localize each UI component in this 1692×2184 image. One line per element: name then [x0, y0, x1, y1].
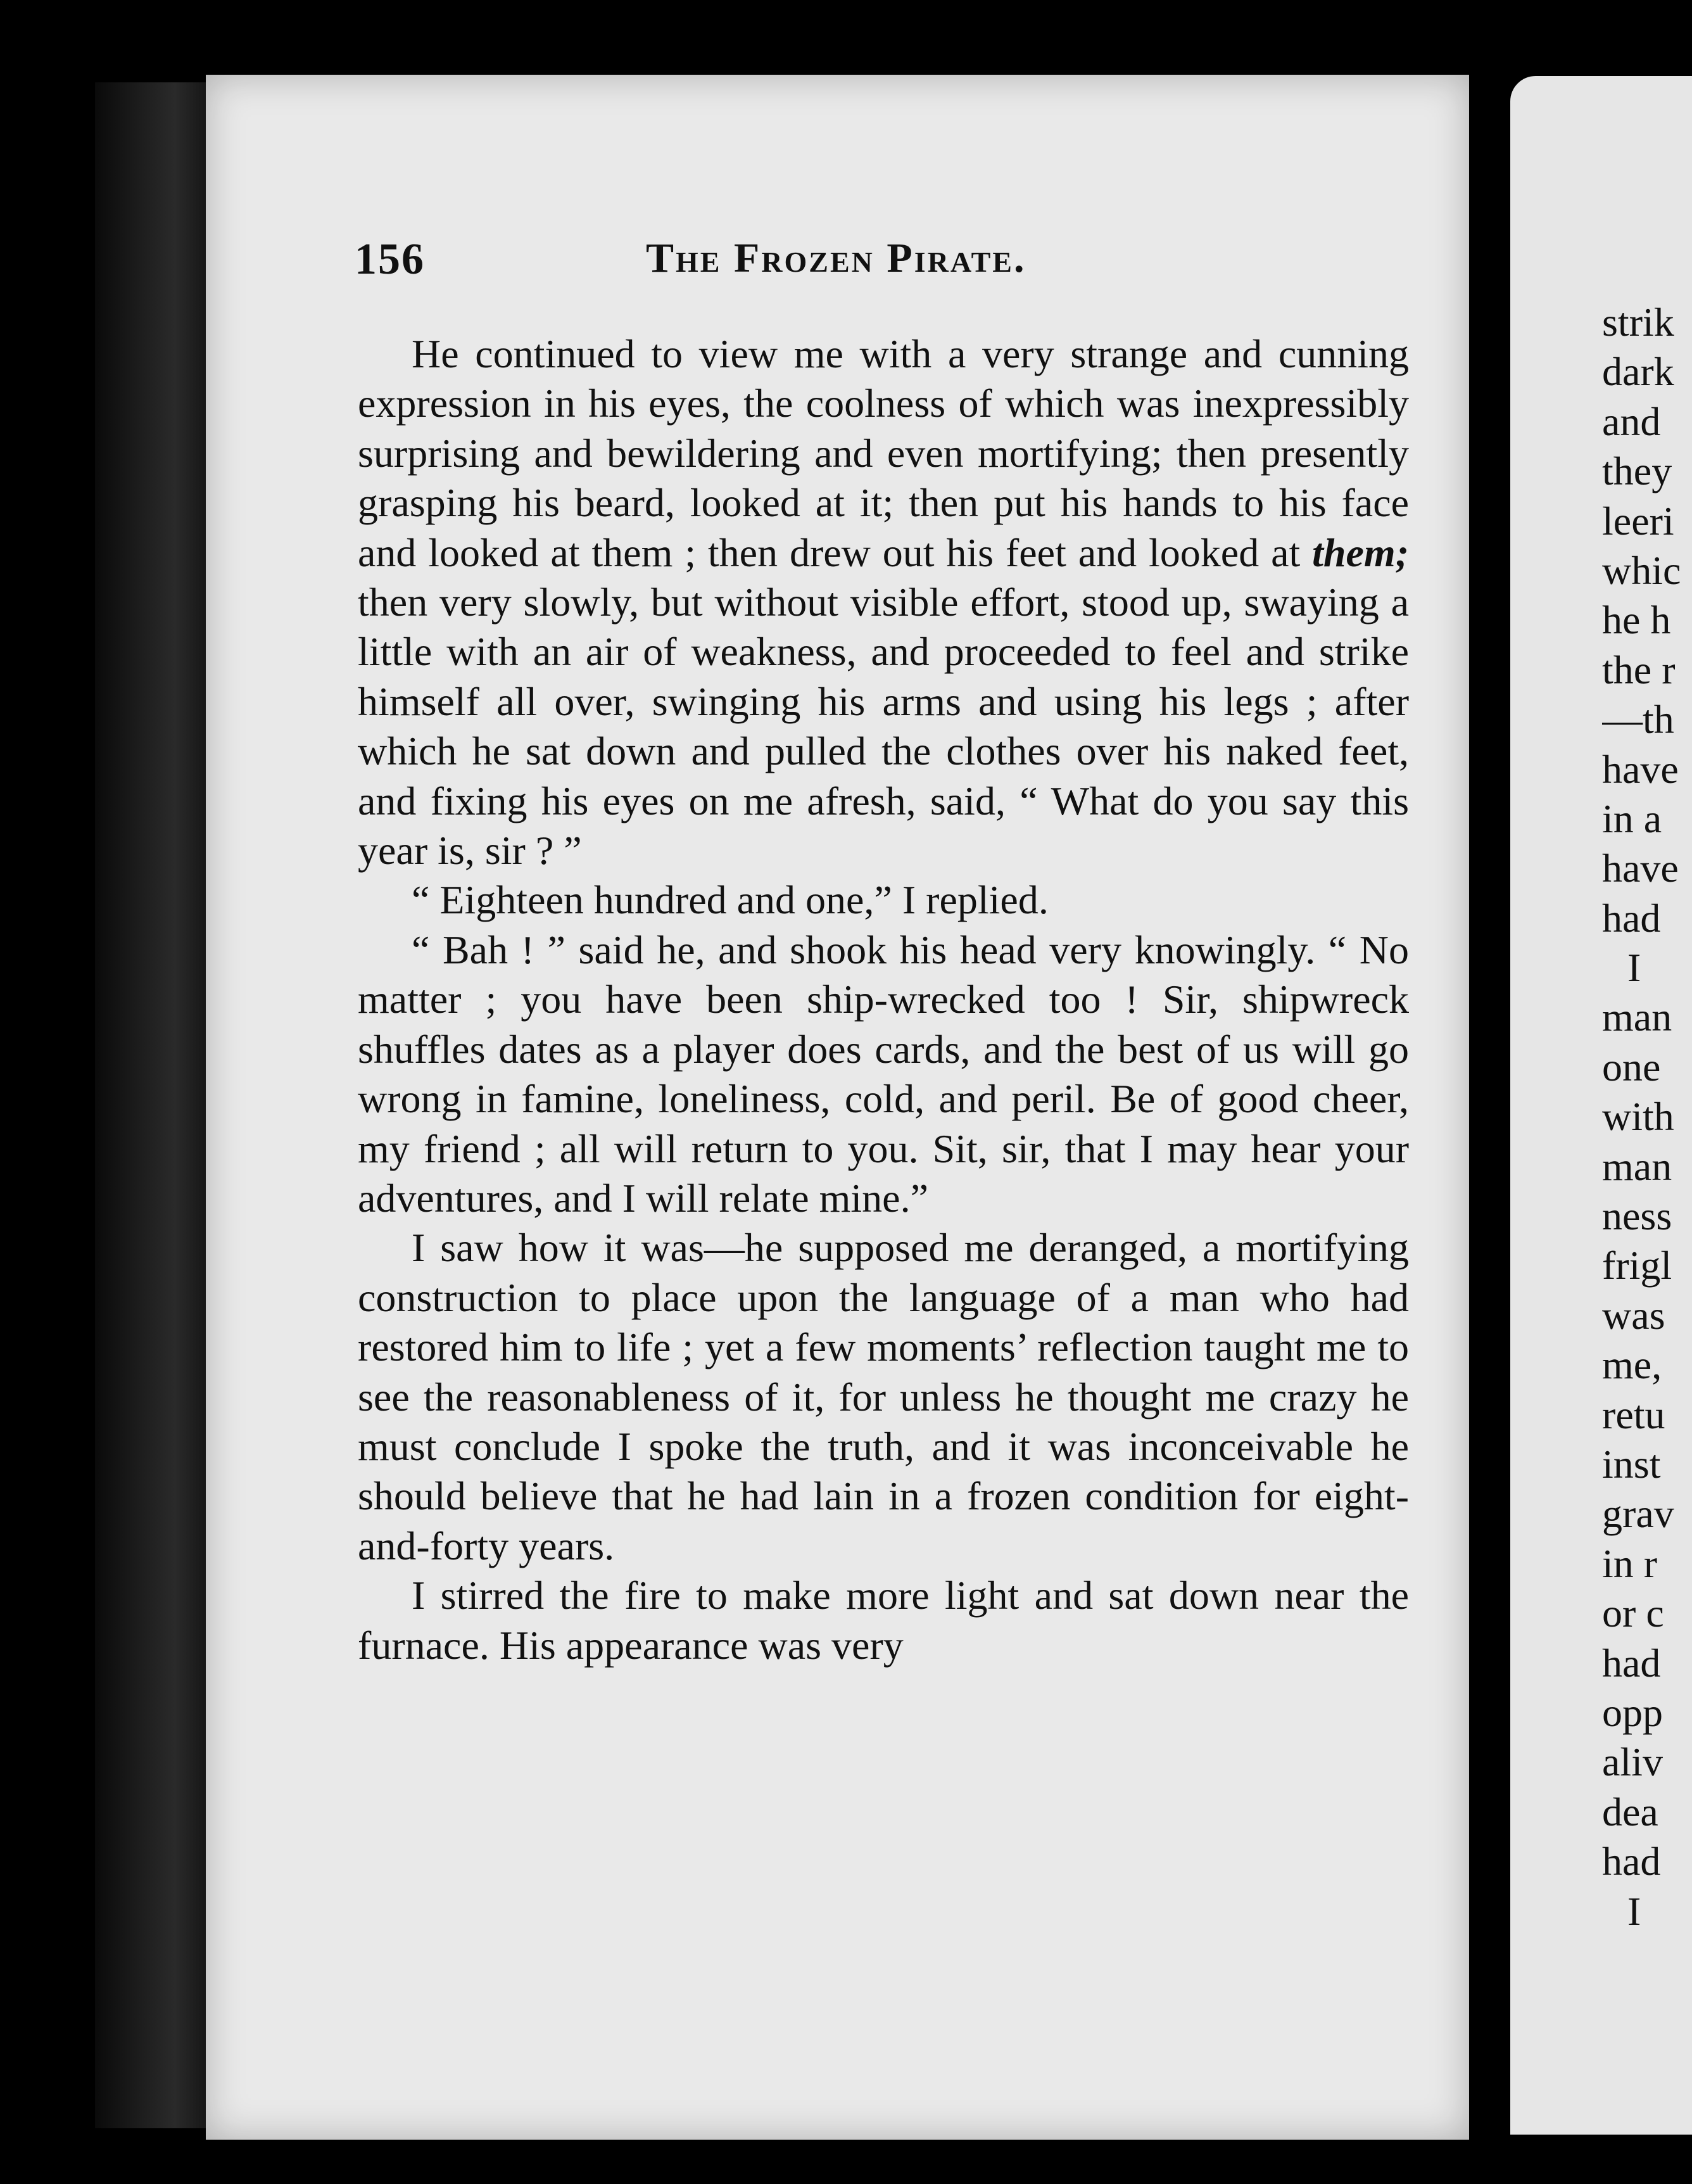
line-fragment: or c: [1602, 1590, 1664, 1636]
line-fragment: have: [1602, 746, 1679, 792]
line-fragment: dark: [1602, 349, 1674, 395]
book-binding: [95, 82, 209, 2128]
line-fragment: inst: [1602, 1441, 1661, 1487]
line-fragment: had: [1602, 1640, 1661, 1686]
line-fragment: retu: [1602, 1392, 1665, 1437]
line-fragment: I: [1627, 1888, 1641, 1934]
paragraph: “ Eighteen hundred and one,” I replied.: [412, 877, 1049, 923]
line-fragment: they: [1602, 448, 1672, 494]
paragraph: He continued to view me with a very strange and cunning expression in his eyes, the coolness of which was inexpressibly surprising and bewildering and even mortifying; then presently grasping his beard, looked at it; then put his hands to his face and looked at them ; then drew out his feet and looked at them; then very slowly, but without visible effort, stood up, swaying a little with an air of weakness, and proceeded to feel and strike himself all over, swinging his arms and using his legs ; after which he sat down and pulled the clothes over his naked feet, and fixing his eyes on me afresh, said, “ What do you say this year is, sir ? ”: [358, 331, 1409, 873]
running-head: [355, 234, 1241, 304]
line-fragment: man: [1602, 1143, 1672, 1189]
line-fragment: opp: [1602, 1689, 1663, 1735]
line-fragment: the r: [1602, 647, 1676, 692]
line-fragment: whic: [1602, 547, 1681, 593]
line-fragment: he h: [1602, 597, 1671, 643]
paragraph: I stirred the fire to make more light and sat down near the furnace. His appearance was very: [358, 1573, 1409, 1668]
line-fragment: had: [1602, 1839, 1661, 1884]
line-fragment: was: [1602, 1292, 1665, 1338]
line-fragment: —th: [1602, 697, 1674, 742]
line-fragment: aliv: [1602, 1739, 1663, 1785]
line-fragment: ness: [1602, 1193, 1672, 1239]
page-title: The Frozen Pirate.: [646, 235, 1026, 281]
line-fragment: strik: [1602, 300, 1674, 345]
line-fragment: in a: [1602, 796, 1662, 841]
line-fragment: with: [1602, 1094, 1674, 1140]
right-page-text-fragments: [1602, 298, 1692, 1936]
line-fragment: frigl: [1602, 1243, 1672, 1288]
line-fragment: man: [1602, 994, 1672, 1040]
line-fragment: dea: [1602, 1789, 1658, 1834]
line-fragment: one: [1602, 1044, 1661, 1089]
page-number: 156: [355, 235, 425, 284]
line-fragment: I: [1627, 945, 1641, 991]
line-fragment: grav: [1602, 1491, 1674, 1537]
line-fragment: in r: [1602, 1540, 1658, 1586]
line-fragment: had: [1602, 895, 1661, 941]
line-fragment: leeri: [1602, 498, 1674, 543]
body-text: [358, 329, 1409, 1670]
emphasized-word: them;: [1312, 530, 1409, 575]
paragraph: “ Bah ! ” said he, and shook his head very knowingly. “ No matter ; you have been ship-wrecked too ! Sir, shipwreck shuffles dates as a player does cards, and the best of us will go wrong in famine, loneliness, cold, and peril. Be of good cheer, my friend ; all will return to you. Sit, sir, that I may hear your adventures, and I will relate mine.”: [358, 927, 1409, 1221]
line-fragment: have: [1602, 846, 1679, 891]
paragraph: I saw how it was—he supposed me deranged, a mortifying construction to place upon the language of a man who had restored him to life ; yet a few moments’ reflection taught me to see the reasonableness of it, for unless he thought me crazy he must conclude I spoke the truth, and it was inconceivable he should believe that he had lain in a frozen condition for eight-and-forty years.: [358, 1225, 1409, 1568]
line-fragment: and: [1602, 398, 1661, 444]
line-fragment: me,: [1602, 1342, 1662, 1388]
